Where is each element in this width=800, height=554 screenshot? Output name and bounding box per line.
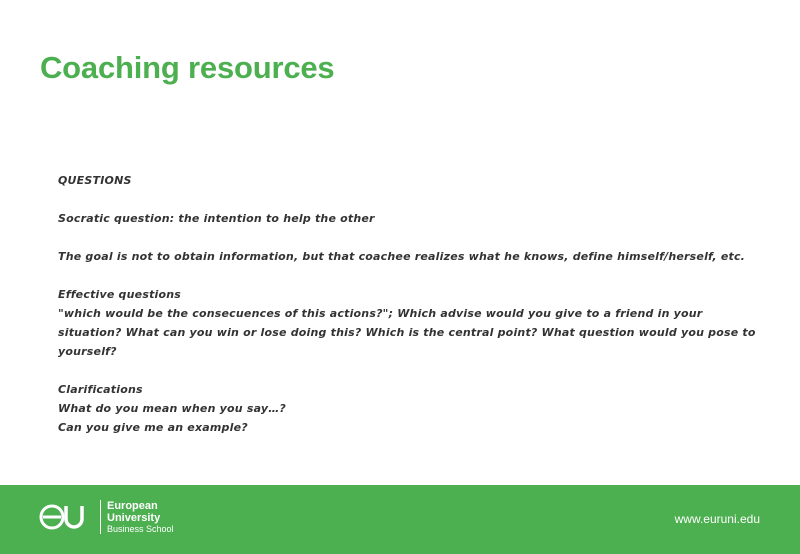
- spacer: [58, 361, 770, 380]
- website-link[interactable]: www.euruni.edu: [674, 512, 760, 526]
- logo-wordmark: [107, 500, 174, 535]
- spacer: [58, 266, 770, 285]
- effective-questions-line-3: yourself?: [58, 345, 117, 358]
- goal-line: The goal is not to obtain information, but that coachee realizes what he knows, define himself/herself, etc.: [58, 250, 746, 263]
- socratic-question-line: Socratic question: the intention to help the other: [58, 212, 375, 225]
- spacer: [58, 228, 770, 247]
- slide-body: [58, 171, 770, 437]
- slide-title: Coaching resources: [40, 50, 335, 85]
- spacer: [58, 190, 770, 209]
- clarification-line-1: What do you mean when you say…?: [58, 402, 287, 415]
- eu-logo-mark-icon: [38, 499, 94, 535]
- section-heading-clarifications: Clarifications: [58, 383, 143, 396]
- effective-questions-line-1: "which would be the consecuences of this actions?"; Which advise would you give to a friend in your: [58, 307, 703, 320]
- logo-line-university: University: [107, 511, 161, 524]
- clarification-line-2: Can you give me an example?: [58, 421, 248, 434]
- logo-line-european: European: [107, 499, 158, 512]
- logo-divider: [100, 500, 101, 534]
- section-heading-questions: QUESTIONS: [58, 174, 132, 187]
- section-heading-effective-questions: Effective questions: [58, 288, 182, 301]
- footer-bar: [0, 485, 800, 554]
- logo-line-business-school: Business School: [107, 523, 174, 534]
- effective-questions-line-2: situation? What can you win or lose doing this? Which is the central point? What question would you pose to: [58, 326, 756, 339]
- eu-logo[interactable]: [38, 499, 174, 535]
